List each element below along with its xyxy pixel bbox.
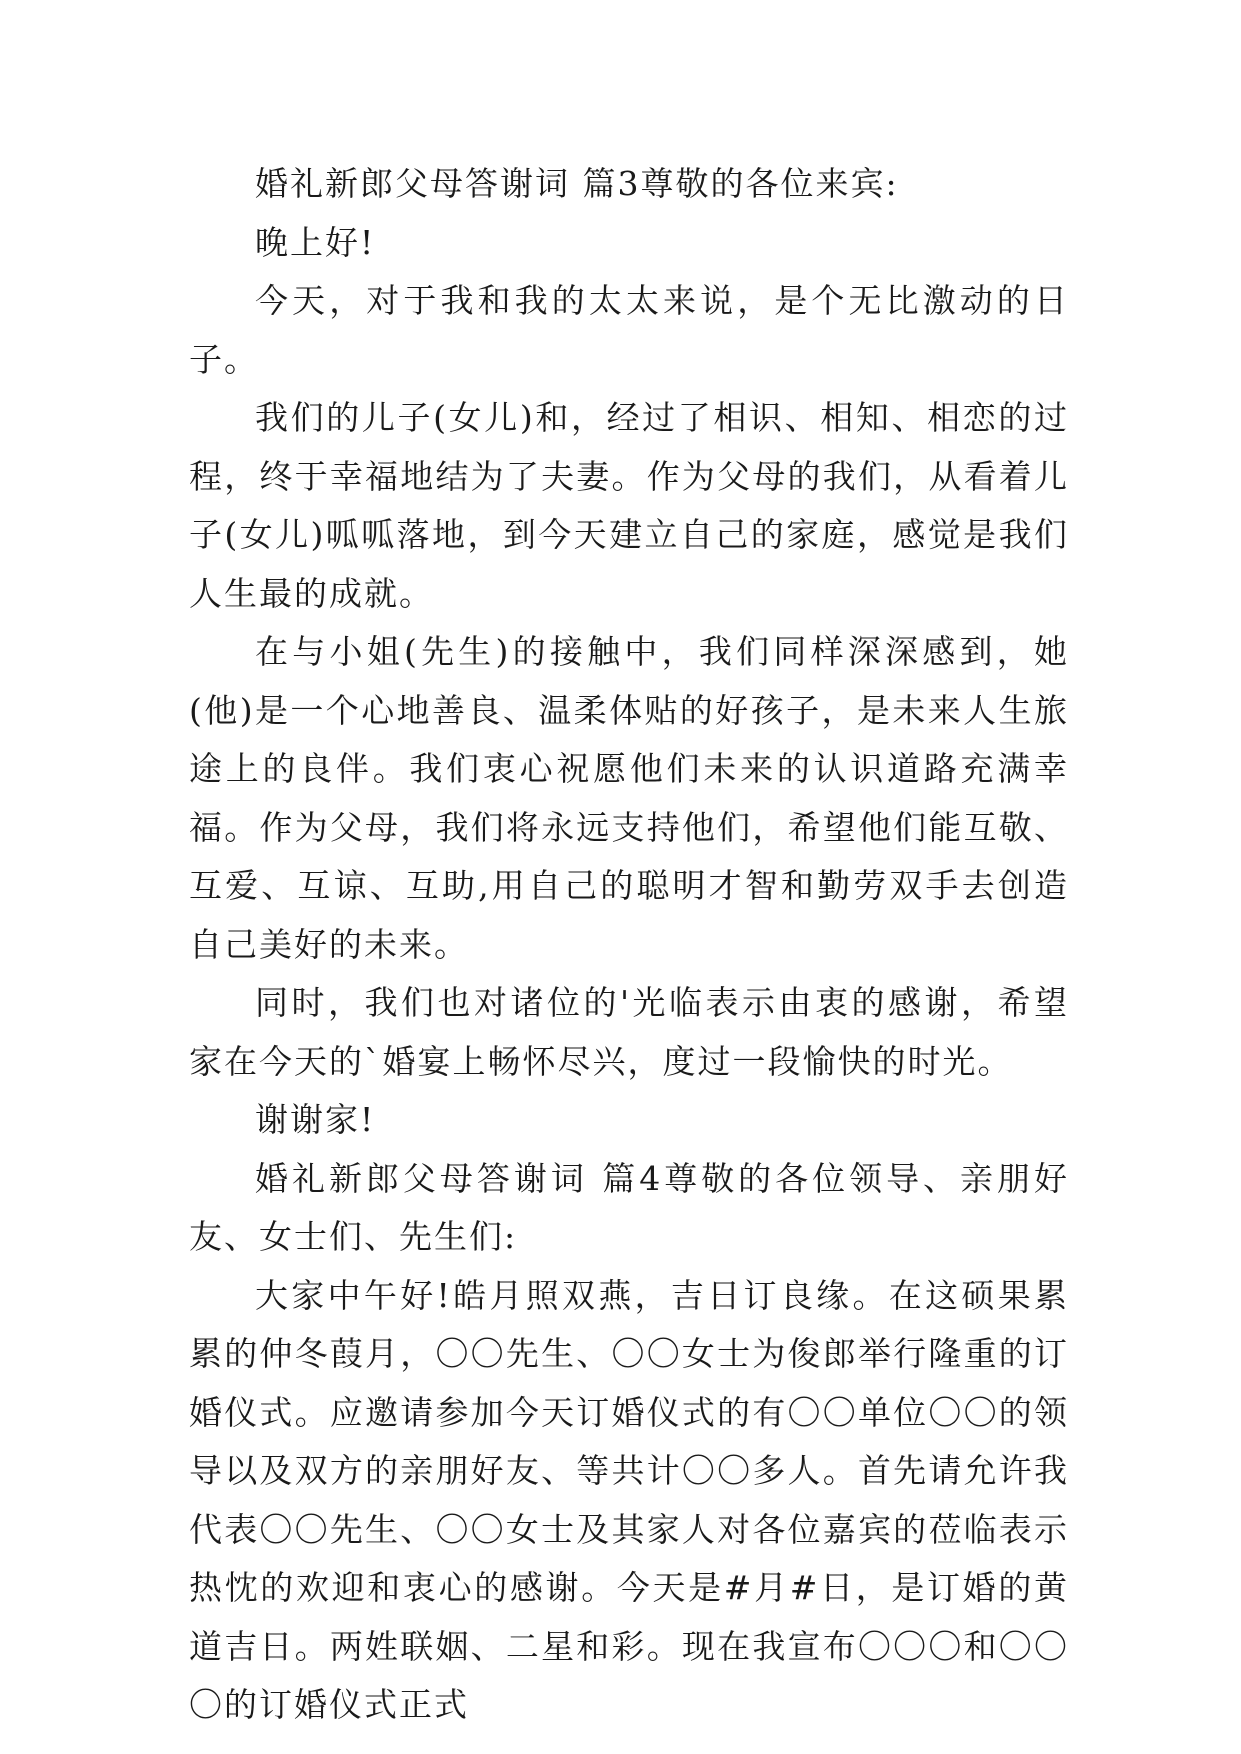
paragraph-thanks: 谢谢家! <box>255 1100 376 1139</box>
paragraph-greeting: 晚上好! <box>255 222 376 262</box>
paragraph-heading-3: 婚礼新郎父母答谢词 篇3尊敬的各位来宾: <box>255 164 899 203</box>
paragraph: 大家中午好!皓月照双燕，吉日订良缘。在这硕果累累的仲冬葭月，〇〇先生、〇〇女士为俊郎举行隆重的订婚仪式。应邀请参加今天订婚仪式的有〇〇单位〇〇的领导以及双方的亲朋好友、等共计〇〇多人。首先请允许我代表〇〇先生、〇〇女士及其家人对各位嘉宾的莅临表示热忱的欢迎和衷心的感谢。今天是#月#日，是订婚的黄道吉日。两姓联姻、二星和彩。现在我宣布〇〇〇和〇〇〇的订婚仪式正式 <box>189 1275 1069 1724</box>
paragraph-heading-4: 婚礼新郎父母答谢词 篇4尊敬的各位领导、亲朋好友、女士们、先生们: <box>189 1158 1069 1256</box>
paragraph: 在与小姐(先生)的接触中，我们同样深深感到，她(他)是一个心地善良、温柔体贴的好孩子，是未来人生旅途上的良伴。我们衷心祝愿他们未来的认识道路充满幸福。作为父母，我们将永远支持他们，希望他们能互敬、互爱、互谅、互助,用自己的聪明才智和勤劳双手去创造自己美好的未来。 <box>189 632 1069 964</box>
document-body <box>189 155 1069 1735</box>
paragraph: 我们的儿子(女儿)和，经过了相识、相知、相恋的过程，终于幸福地结为了夫妻。作为父母的我们，从看着儿子(女儿)呱呱落地，到今天建立自己的家庭，感觉是我们人生最的成就。 <box>189 398 1069 613</box>
paragraph: 同时，我们也对诸位的'光临表示由衷的感谢，希望家在今天的`婚宴上畅怀尽兴，度过一段愉快的时光。 <box>189 983 1069 1081</box>
paragraph: 今天，对于我和我的太太来说，是个无比激动的日子。 <box>189 281 1069 379</box>
